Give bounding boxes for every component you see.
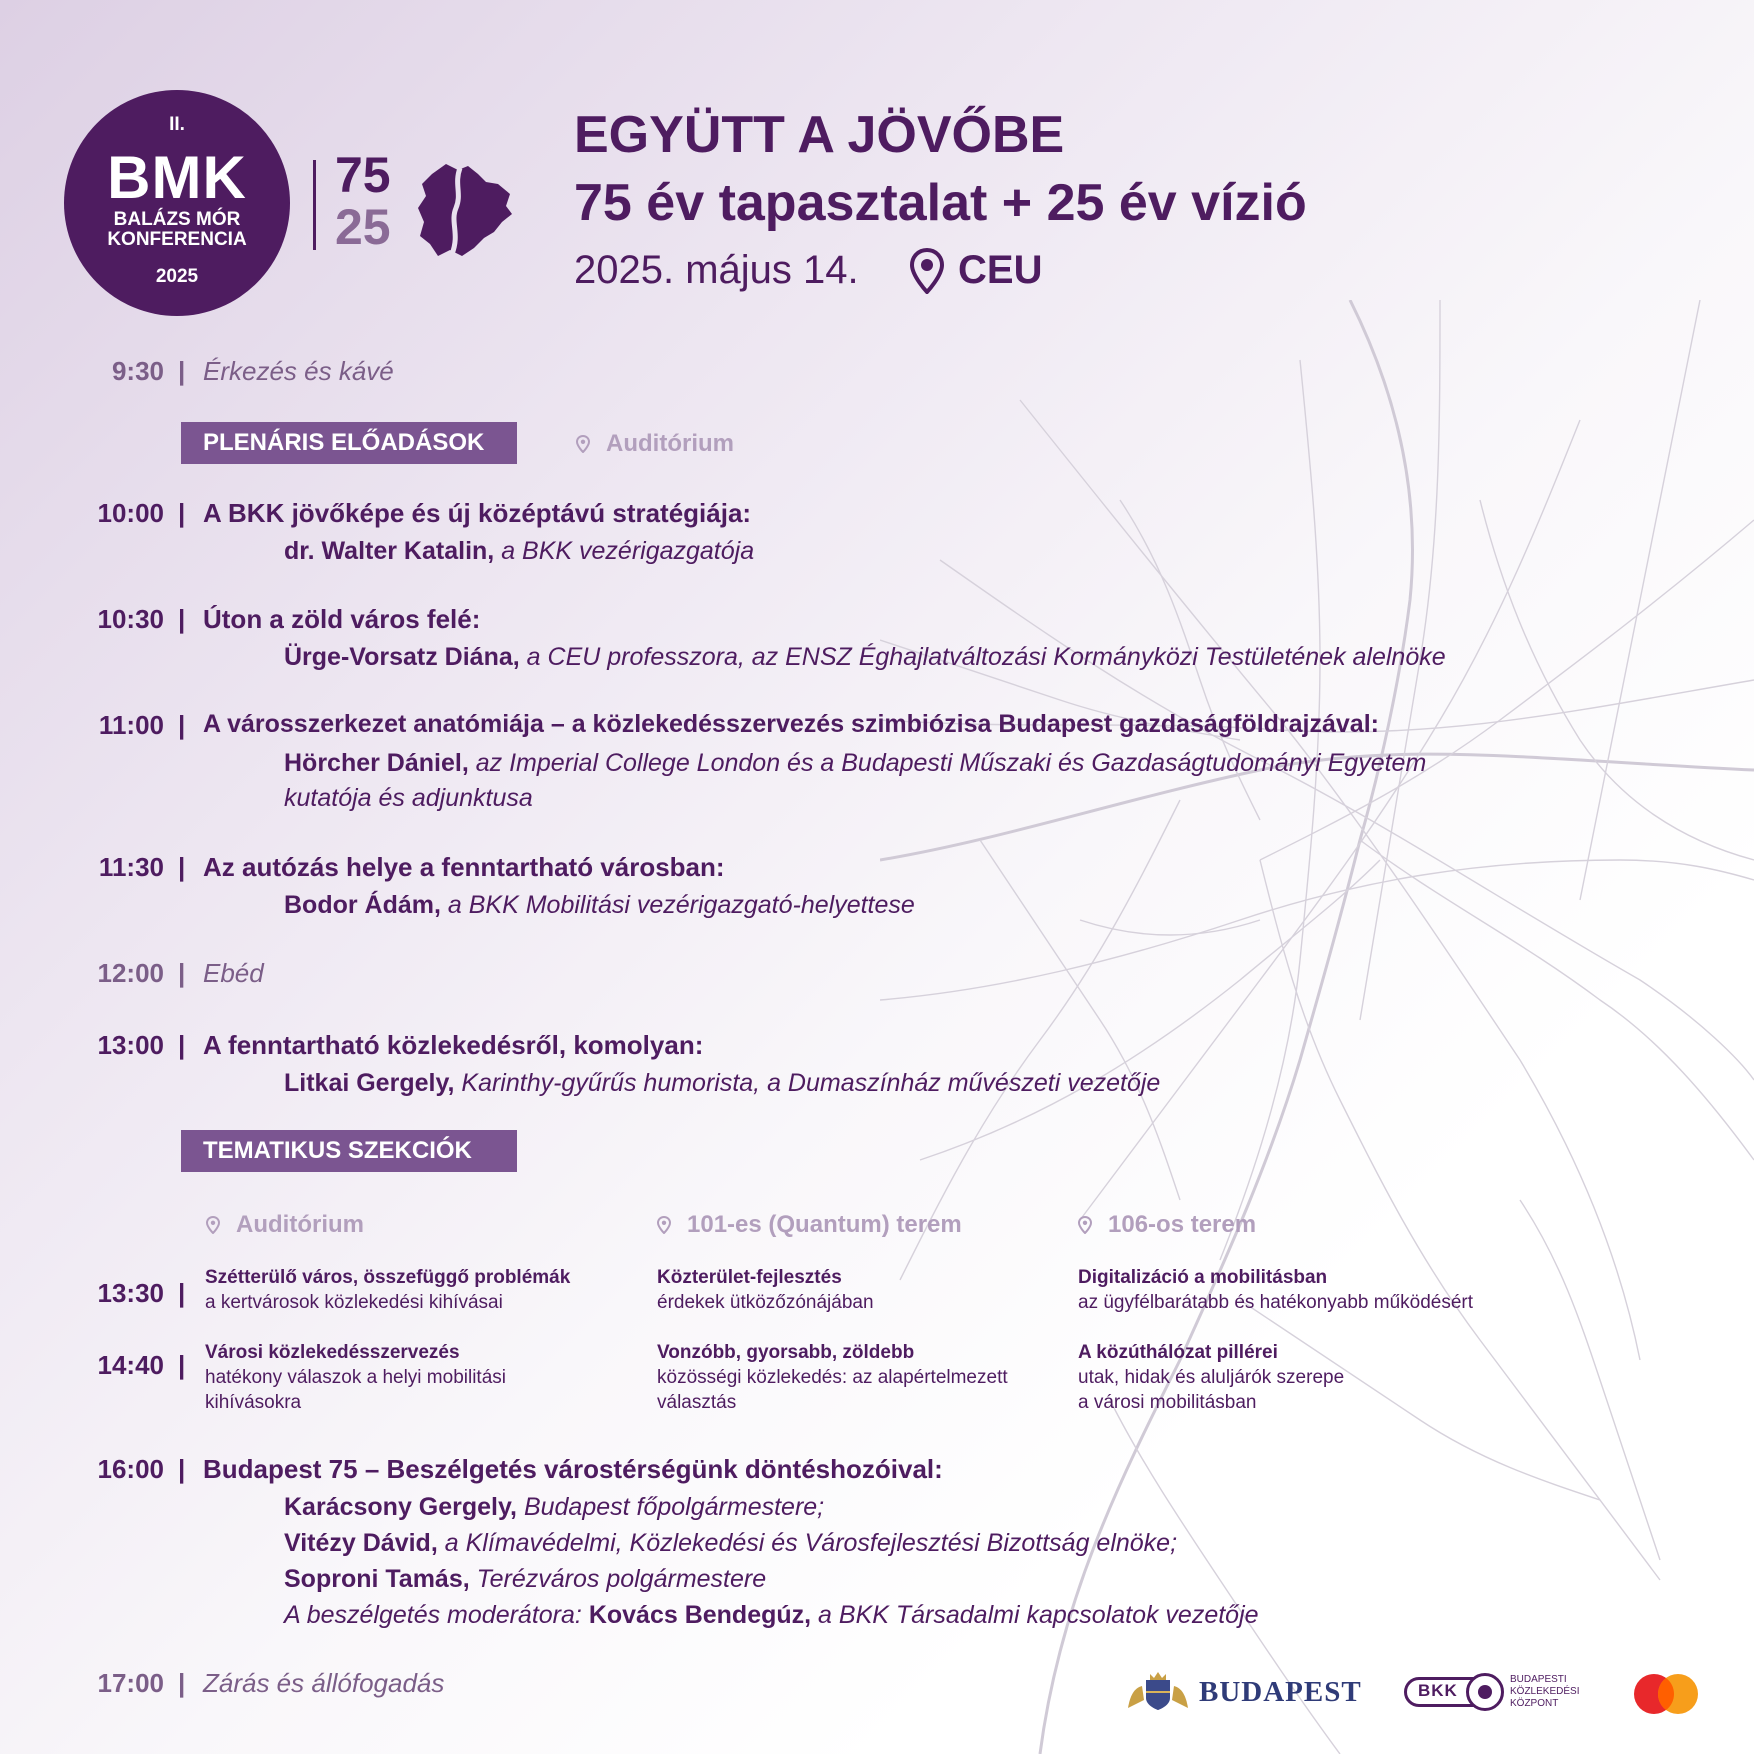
participant-role: a Klímavédelmi, Közlekedési és Városfejlesztési Bizottság elnöke;: [444, 1529, 1178, 1557]
participant-name: Karácsony Gergely,: [284, 1493, 517, 1521]
arrival-time: 9:30: [111, 356, 164, 386]
moderator-role: a BKK Társadalmi kapcsolatok vezetője: [818, 1601, 1259, 1629]
talk-speaker: [284, 746, 1484, 816]
anniversary-75: 75: [335, 147, 391, 203]
moderator-prefix: A beszélgetés moderátora:: [284, 1601, 582, 1629]
separator: |: [178, 1350, 186, 1380]
bkk-abbr: BKK: [1418, 1681, 1458, 1700]
separator: |: [178, 604, 186, 634]
plenary-room: [576, 430, 734, 458]
bkk-line: BUDAPESTI: [1510, 1674, 1567, 1685]
session-cell: [205, 1340, 605, 1415]
location-pin-icon: [206, 1216, 220, 1234]
session-desc: a kertvárosok közlekedési kihívásai: [205, 1292, 503, 1313]
closing-time: 17:00: [97, 1668, 164, 1698]
session-cell: [657, 1265, 1057, 1315]
participant-name: Vitézy Dávid,: [284, 1529, 438, 1557]
sessions-heading: TEMATIKUS SZEKCIÓK: [181, 1130, 517, 1172]
session-room: [1078, 1211, 1256, 1239]
budapest-logo: [1124, 1668, 1364, 1716]
separator: |: [178, 1454, 186, 1484]
session-room: [657, 1211, 962, 1239]
session-cell: [205, 1265, 605, 1315]
speaker-name: dr. Walter Katalin,: [284, 537, 495, 565]
separator: |: [178, 1668, 186, 1698]
session-title: Digitalizáció a mobilitásban: [1078, 1267, 1328, 1288]
talk-time: 10:30: [97, 604, 164, 634]
session-title: Szétterülő város, összefüggő problémák: [205, 1267, 571, 1288]
talk-title: Úton a zöld város felé:: [203, 604, 481, 634]
talk-time: 10:00: [97, 498, 164, 528]
panel-participant: [284, 1526, 1484, 1561]
talk-speaker: [284, 640, 1484, 675]
location-pin-icon: [910, 248, 944, 294]
location-pin-icon: [1078, 1216, 1092, 1234]
panel-participant: [284, 1490, 1484, 1525]
session-title: Városi közlekedésszervezés: [205, 1342, 460, 1363]
event-title: EGYÜTT A JÖVŐBE: [574, 106, 1065, 164]
talk-title: A BKK jövőképe és új középtávú stratégiája:: [203, 498, 752, 528]
separator: |: [178, 498, 186, 528]
location-pin-icon: [657, 1216, 671, 1234]
logo-name: [64, 210, 290, 250]
participant-role: Budapest főpolgármestere;: [523, 1493, 825, 1521]
lunch-label: Ebéd: [203, 958, 264, 988]
session-desc: választás: [657, 1392, 737, 1413]
moderator-name: Kovács Bendegúz,: [588, 1601, 812, 1629]
talk-time: 11:00: [98, 710, 164, 740]
speaker-role: az Imperial College London és a Budapesti Műszaki és Gazdaságtudományi Egyetem: [475, 749, 1427, 777]
session-time: 14:40: [97, 1350, 164, 1380]
session-cell: [1078, 1340, 1478, 1415]
session-room-label: 101-es (Quantum) terem: [687, 1211, 962, 1238]
talk-title: A fenntartható közlekedésről, komolyan:: [203, 1030, 704, 1060]
talk-speaker: [284, 888, 1484, 923]
budapest-outline-icon: [416, 160, 516, 260]
session-cell: [1078, 1265, 1558, 1315]
session-desc: hatékony válaszok a helyi mobilitási: [205, 1367, 506, 1388]
speaker-role: a CEU professzora, az ENSZ Éghajlatváltozási Kormányközi Testületének alelnöke: [526, 643, 1446, 671]
separator: |: [178, 356, 186, 386]
logo-acronym: BMK: [107, 144, 247, 211]
speaker-role: Karinthy-gyűrűs humorista, a Dumaszínház művészeti vezetője: [461, 1069, 1161, 1097]
plenary-heading: PLENÁRIS ELŐADÁSOK: [181, 422, 517, 464]
session-desc: utak, hidak és aluljárók szerepe: [1078, 1367, 1345, 1388]
speaker-name: Hörcher Dániel,: [284, 749, 469, 777]
bkk-fullname: [1510, 1674, 1579, 1710]
panel-time: 16:00: [97, 1454, 164, 1484]
session-title: Közterület-fejlesztés: [657, 1267, 842, 1288]
logo-name-line1: BALÁZS MÓR: [113, 209, 241, 230]
session-time: 13:30: [97, 1278, 164, 1308]
talk-title: Az autózás helye a fenntartható városban:: [203, 852, 725, 882]
talk-speaker: [284, 534, 1484, 569]
speaker-name: Litkai Gergely,: [284, 1069, 455, 1097]
logo-divider: [313, 160, 316, 250]
session-title: Vonzóbb, gyorsabb, zöldebb: [657, 1342, 915, 1363]
participant-role: Terézváros polgármestere: [476, 1565, 767, 1593]
event-subtitle: 75 év tapasztalat + 25 év vízió: [574, 174, 1307, 232]
session-desc: kihívásokra: [205, 1392, 302, 1413]
session-room: [206, 1211, 364, 1239]
separator: |: [178, 1278, 186, 1308]
talk-time: 13:00: [97, 1030, 164, 1060]
arrival-label: Érkezés és kávé: [203, 356, 394, 386]
mastercard-logo-icon: [1632, 1673, 1700, 1715]
budapest-coat-of-arms-icon: [1124, 1670, 1192, 1712]
talk-time: 11:30: [98, 852, 164, 882]
speaker-role: a BKK Mobilitási vezérigazgató-helyettese: [447, 891, 915, 919]
plenary-room-label: Auditórium: [606, 430, 734, 457]
bkk-dot-icon: [1478, 1685, 1492, 1699]
speaker-name: Ürge-Vorsatz Diána,: [284, 643, 520, 671]
talk-speaker: [284, 1066, 1484, 1101]
bkk-line: KÖZLEKEDÉSI: [1510, 1686, 1580, 1697]
session-desc: közösségi közlekedés: az alapértelmezett: [657, 1367, 1008, 1388]
panel-participant: [284, 1562, 1484, 1597]
session-room-label: 106-os terem: [1108, 1211, 1257, 1238]
anniversary-25: 25: [335, 199, 391, 255]
panel-title: Budapest 75 – Beszélgetés várostérségünk döntéshozóival:: [203, 1454, 943, 1484]
session-room-label: Auditórium: [236, 1211, 364, 1238]
event-date: 2025. május 14.: [574, 248, 859, 292]
session-desc: a városi mobilitásban: [1078, 1392, 1257, 1413]
closing-label: Zárás és állófogadás: [203, 1668, 445, 1698]
speaker-name: Bodor Ádám,: [284, 891, 441, 919]
separator: |: [178, 710, 186, 740]
logo-name-line2: KONFERENCIA: [107, 229, 247, 250]
session-title: A közúthálózat pillérei: [1078, 1342, 1278, 1363]
bkk-logo: [1404, 1673, 1584, 1713]
event-venue: CEU: [958, 248, 1043, 292]
separator: |: [178, 852, 186, 882]
bkk-line: KÖZPONT: [1510, 1698, 1559, 1709]
conference-logo: [64, 90, 290, 316]
participant-name: Soproni Tamás,: [284, 1565, 470, 1593]
separator: |: [178, 958, 186, 988]
separator: |: [178, 1030, 186, 1060]
speaker-role-cont: kutatója és adjunktusa: [284, 784, 533, 812]
session-cell: [657, 1340, 1057, 1415]
logo-year: 2025: [155, 266, 199, 287]
session-desc: az ügyfélbarátabb és hatékonyabb működésért: [1078, 1292, 1474, 1313]
talk-title: A városszerkezet anatómiája – a közlekedésszervezés szimbiózisa Budapest gazdaságföldrajzával:: [203, 710, 1379, 738]
lunch-time: 12:00: [97, 958, 164, 988]
panel-moderator: [284, 1598, 1484, 1633]
logo-edition: II.: [169, 114, 185, 135]
location-pin-icon: [576, 435, 590, 453]
speaker-role: a BKK vezérigazgatója: [501, 537, 755, 565]
budapest-wordmark: BUDAPEST: [1199, 1676, 1362, 1708]
session-desc: érdekek ütközőzónájában: [657, 1292, 874, 1313]
